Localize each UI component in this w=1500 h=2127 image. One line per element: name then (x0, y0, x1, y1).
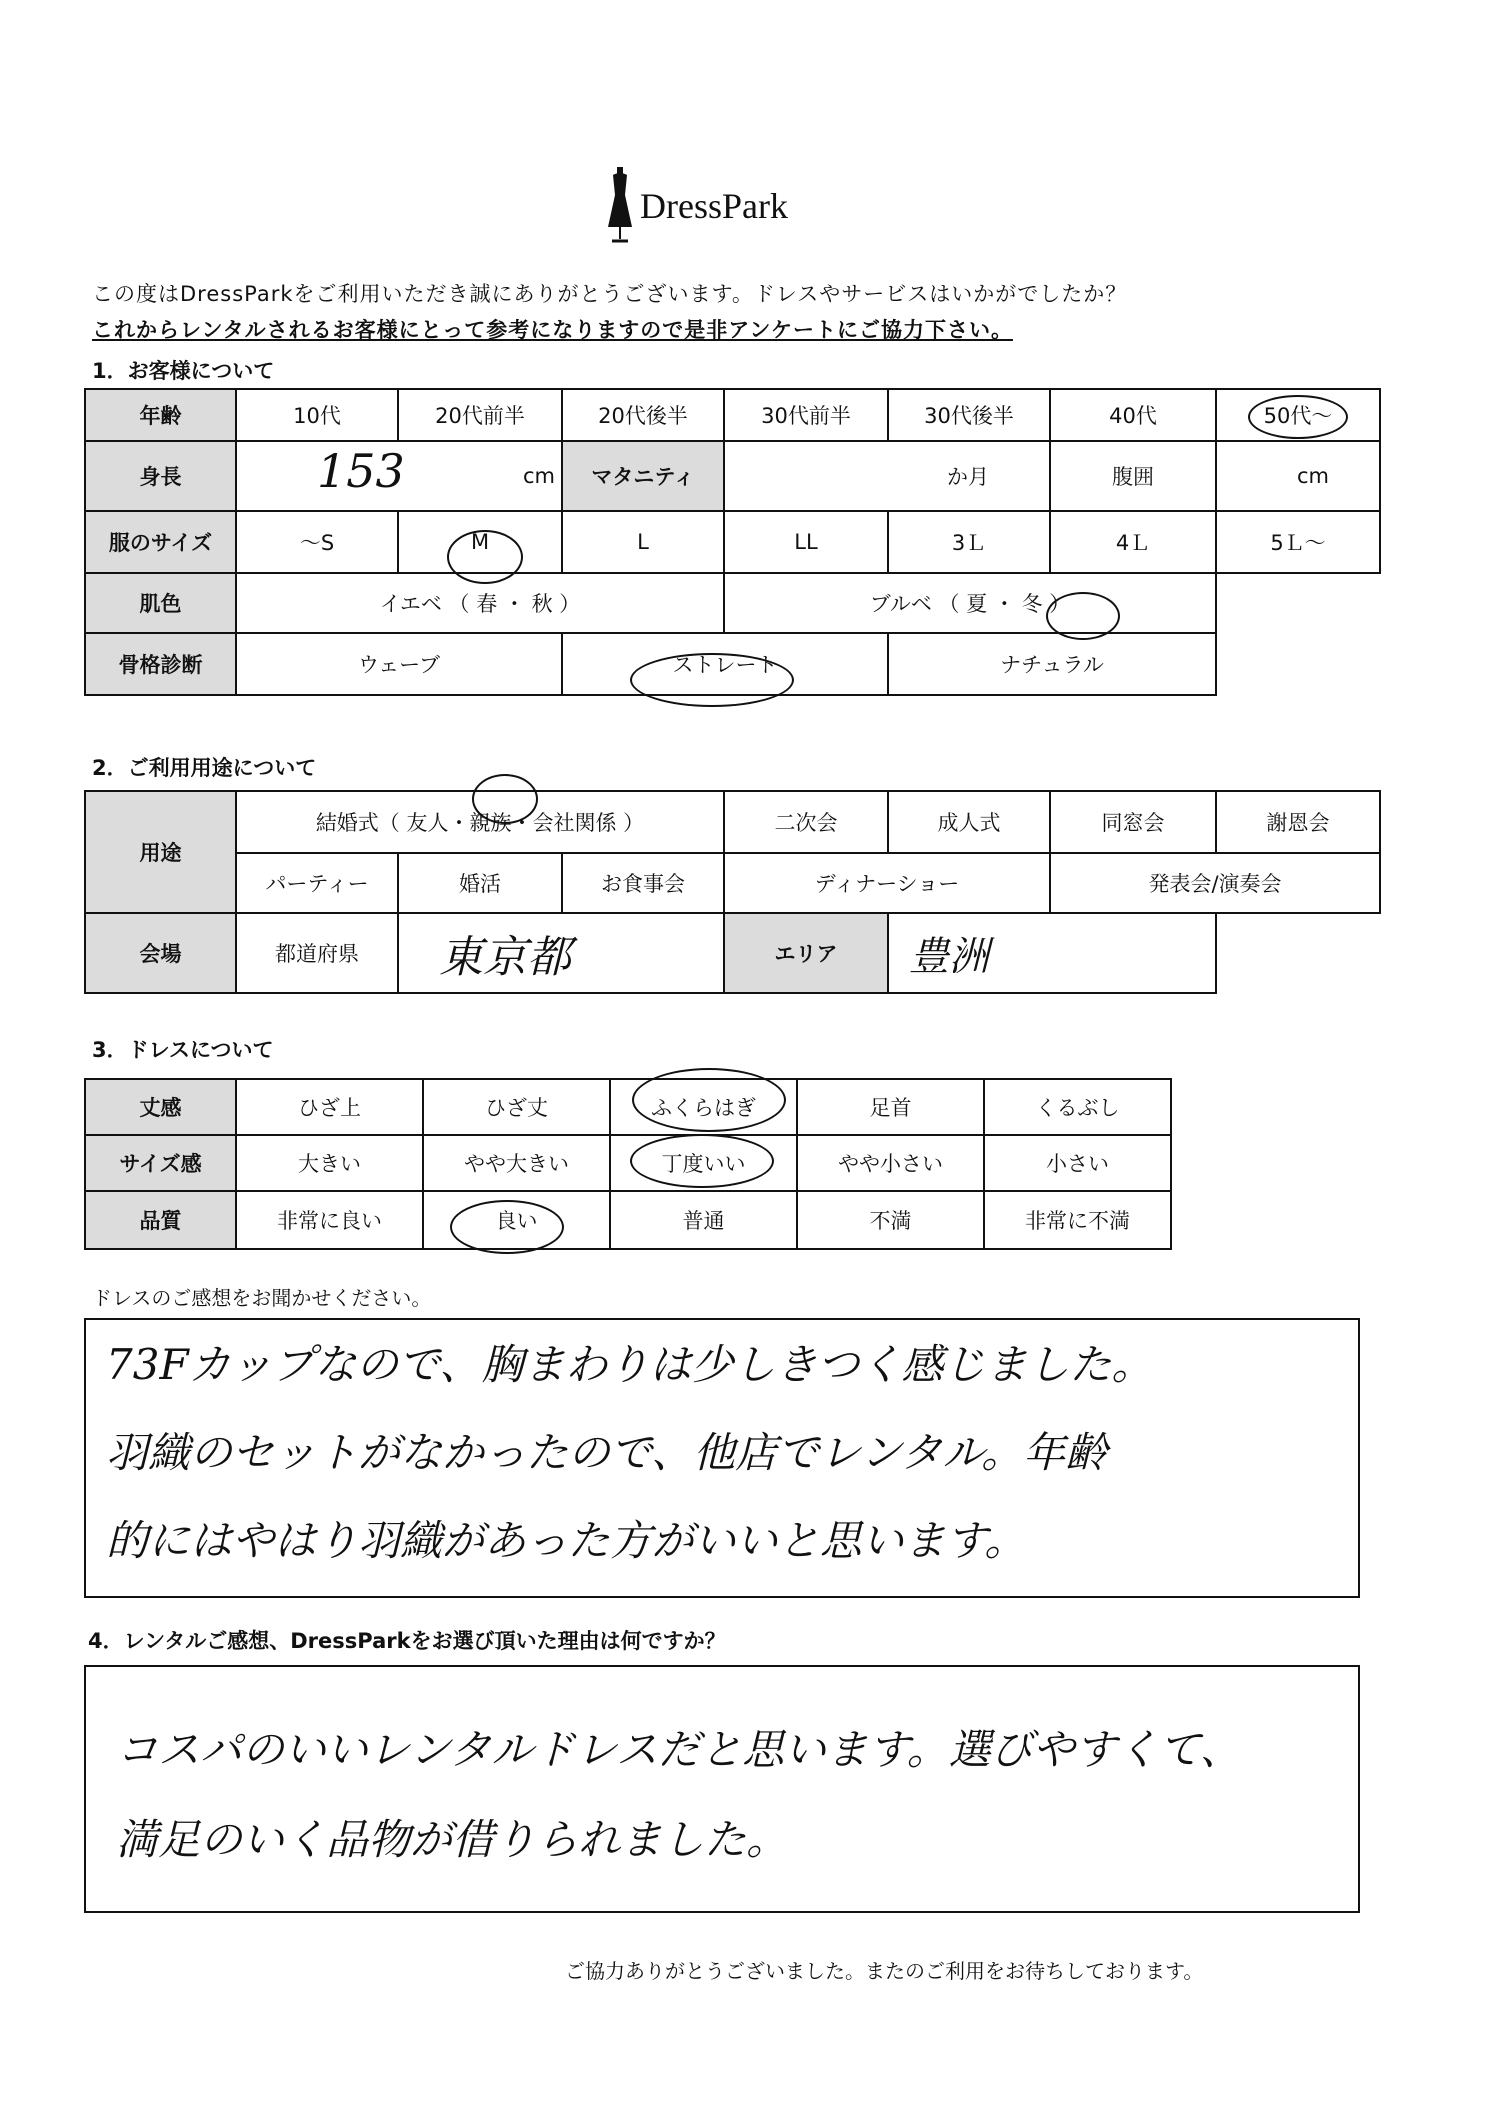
comment-line: 的にはやはり羽織があった方がいいと思います。 (106, 1516, 1027, 1565)
purpose-option[interactable]: ディナーショー (724, 853, 1050, 913)
purpose-label: 用途 (85, 791, 236, 913)
length-option[interactable]: くるぶし (984, 1079, 1171, 1135)
quality-option[interactable]: 不満 (797, 1191, 984, 1249)
section1-title: 1．お客様について (92, 359, 275, 383)
size-option[interactable]: 3Ｌ (888, 511, 1050, 573)
age-option[interactable]: 20代前半 (398, 389, 562, 441)
fit-option[interactable]: やや大きい (423, 1135, 610, 1191)
purpose-option[interactable]: 婚活 (398, 853, 562, 913)
intro-text: この度はDressParkをご利用いただき誠にありがとうございます。ドレスやサービスはいかがでしたか？ (92, 282, 1128, 306)
size-option[interactable]: ～S (236, 511, 398, 573)
purpose-option[interactable]: 謝恩会 (1216, 791, 1380, 853)
dress-form-icon (600, 165, 640, 245)
quality-option[interactable]: 非常に良い (236, 1191, 423, 1249)
dresspark-logo (600, 165, 850, 245)
age-option[interactable]: 30代後半 (888, 389, 1050, 441)
usage-table (84, 790, 1381, 994)
height-unit: cm (522, 464, 555, 488)
comment-line: 73Fカップなので、胸まわりは少しきつく感じました。 (106, 1340, 1154, 1389)
reason-line: 満足のいく品物が借りられました。 (116, 1815, 789, 1864)
frame-label: 骨格診断 (85, 633, 236, 695)
customer-table (84, 388, 1381, 696)
size-option[interactable]: 5Ｌ～ (1216, 511, 1380, 573)
quality-option[interactable]: 良い (423, 1191, 610, 1249)
purpose-option[interactable]: お食事会 (562, 853, 724, 913)
purpose-option[interactable]: 二次会 (724, 791, 888, 853)
dress-table (84, 1078, 1172, 1250)
frame-option[interactable]: ウェーブ (236, 633, 562, 695)
age-option[interactable]: 40代 (1050, 389, 1216, 441)
fit-option[interactable]: 小さい (984, 1135, 1171, 1191)
intro-request: これからレンタルされるお客様にとって参考になりますので是非アンケートにご協力下さい。 (92, 318, 1013, 342)
age-option[interactable]: 50代～ (1216, 389, 1380, 441)
dress-comment-box[interactable] (84, 1318, 1360, 1598)
maternity-months[interactable]: か月 (724, 441, 1050, 511)
length-option[interactable]: 足首 (797, 1079, 984, 1135)
section4-title: 4．レンタルご感想、DressParkをお選び頂いた理由は何ですか？ (88, 1629, 726, 1653)
age-option[interactable]: 30代前半 (724, 389, 888, 441)
fit-option[interactable]: 大きい (236, 1135, 423, 1191)
length-option[interactable]: ひざ上 (236, 1079, 423, 1135)
pref-value[interactable]: 東京都 (398, 913, 724, 993)
venue-label: 会場 (85, 913, 236, 993)
size-option[interactable]: LL (724, 511, 888, 573)
skin-blue[interactable]: ブルベ （ 夏 ・ 冬 ） (724, 573, 1216, 633)
frame-option[interactable]: ナチュラル (888, 633, 1216, 695)
frame-option[interactable]: ストレート (562, 633, 888, 695)
length-label: 丈感 (85, 1079, 236, 1135)
area-value[interactable]: 豊洲 (888, 913, 1216, 993)
height-value: 153 (317, 444, 405, 498)
comment-line: 羽織のセットがなかったので、他店でレンタル。年齢 (106, 1428, 1108, 1477)
purpose-option[interactable]: パーティー (236, 853, 398, 913)
size-label: 服のサイズ (85, 511, 236, 573)
fit-label: サイズ感 (85, 1135, 236, 1191)
waist-unit[interactable]: cm (1216, 441, 1380, 511)
length-option[interactable]: ふくらはぎ (610, 1079, 797, 1135)
size-option[interactable]: L (562, 511, 724, 573)
maternity-label: マタニティ (562, 441, 724, 511)
footer-thanks: ご協力ありがとうございました。またのご利用をお待ちしております。 (565, 1959, 1204, 1983)
purpose-option[interactable]: 発表会/演奏会 (1050, 853, 1380, 913)
waist-label: 腹囲 (1050, 441, 1216, 511)
section3-title: 3．ドレスについて (92, 1038, 274, 1062)
quality-label: 品質 (85, 1191, 236, 1249)
length-option[interactable]: ひざ丈 (423, 1079, 610, 1135)
skin-label: 肌色 (85, 573, 236, 633)
height-cell[interactable] (236, 441, 562, 511)
reason-line: コスパのいいレンタルドレスだと思います。選びやすくて、 (116, 1725, 1242, 1774)
pref-label: 都道府県 (236, 913, 398, 993)
skin-yellow[interactable]: イエベ （ 春 ・ 秋 ） (236, 573, 724, 633)
comment-prompt: ドレスのご感想をお聞かせください。 (92, 1286, 432, 1310)
size-option[interactable]: M (398, 511, 562, 573)
wedding-option[interactable]: 結婚式（ 友人・親族・会社関係 ） (236, 791, 724, 853)
section2-title: 2．ご利用用途について (92, 756, 317, 780)
quality-option[interactable]: 非常に不満 (984, 1191, 1171, 1249)
fit-option[interactable]: 丁度いい (610, 1135, 797, 1191)
size-option[interactable]: 4Ｌ (1050, 511, 1216, 573)
reason-box[interactable] (84, 1665, 1360, 1913)
age-option[interactable]: 20代後半 (562, 389, 724, 441)
purpose-option[interactable]: 成人式 (888, 791, 1050, 853)
area-label: エリア (724, 913, 888, 993)
purpose-option[interactable]: 同窓会 (1050, 791, 1216, 853)
fit-option[interactable]: やや小さい (797, 1135, 984, 1191)
height-label: 身長 (85, 441, 236, 511)
age-label: 年齢 (85, 389, 236, 441)
age-option[interactable]: 10代 (236, 389, 398, 441)
brand-name: DressPark (640, 186, 788, 226)
quality-option[interactable]: 普通 (610, 1191, 797, 1249)
